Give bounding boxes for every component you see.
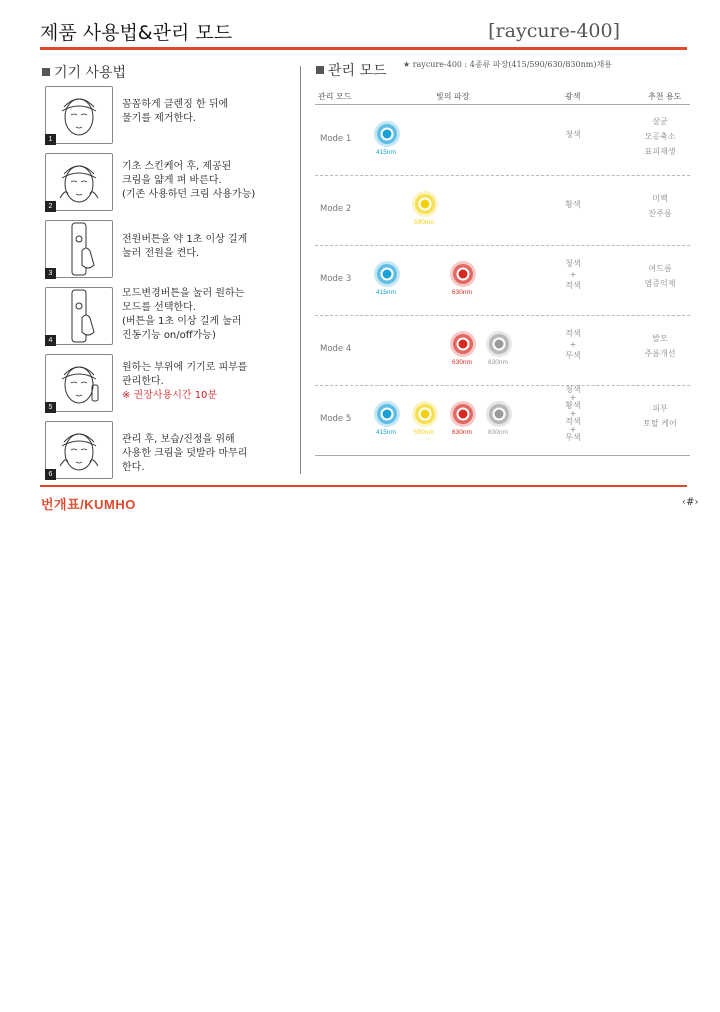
step-text-line: 진동기능 on/off가능)	[122, 330, 216, 341]
light-color-line: +	[569, 409, 577, 418]
light-color-line: 무색	[565, 350, 581, 360]
col-header-wavelength: 빛의 파장	[436, 92, 470, 101]
light-color-cell	[548, 328, 598, 361]
step-text-line: (버튼을 1초 이상 길게 눌러	[122, 316, 242, 327]
light-color-line: 무색	[565, 433, 581, 442]
recommended-use-cell	[630, 261, 690, 291]
light-dot-415nm	[373, 260, 401, 288]
row-separator	[315, 315, 690, 316]
step-text-line: 한다.	[122, 462, 145, 473]
wavelength-label: 590nm	[414, 429, 434, 436]
step-text-line: 전원버튼을 약 1초 이상 길게	[122, 234, 248, 245]
step-text-line: 기초 스킨케어 후, 제공된	[122, 161, 232, 172]
kumho-logo: 번개표/KUMHO	[41, 497, 136, 512]
mode-label: Mode 1	[320, 134, 352, 144]
recommended-use-line: 잔주름	[648, 209, 672, 218]
wavelength-note: ★ raycure-400 : 4종류 파장(415/590/630/830nm)채용	[403, 60, 612, 69]
light-color-cell	[548, 199, 598, 210]
step-number-badge: 5	[45, 402, 56, 413]
light-dot-590nm	[411, 400, 439, 428]
wavelength-label: 630nm	[452, 359, 472, 366]
bullet-square-icon	[42, 68, 50, 76]
step-number-badge: 2	[45, 201, 56, 212]
recommended-use-line: 주름개선	[644, 349, 676, 358]
step-text	[122, 233, 247, 261]
mode-label: Mode 2	[320, 204, 352, 214]
recommended-use-cell	[630, 191, 690, 221]
row-separator	[315, 245, 690, 246]
light-dot-830nm	[485, 400, 513, 428]
light-color-line: +	[569, 425, 577, 434]
step-number-badge: 3	[45, 268, 56, 279]
light-dot-830nm	[485, 330, 513, 358]
row-separator	[315, 175, 690, 176]
recommended-use-line: 미백	[652, 194, 668, 203]
step-text-line: 꼼꼼하게 클렌징 한 뒤에	[122, 99, 229, 110]
step-text-line: 크림을 얇게 펴 바른다.	[122, 175, 222, 186]
recommended-use-line: 발모	[652, 334, 668, 343]
recommended-use-line: 염증억제	[644, 279, 676, 288]
step-number-badge: 1	[45, 134, 56, 145]
step-text-line: 원하는 부위에 기기로 피부를	[122, 362, 248, 373]
step-text	[122, 433, 247, 475]
light-color-line: 황색	[565, 401, 581, 410]
recommended-use-line: 모공축소	[644, 131, 676, 141]
wavelength-label: 630nm	[452, 289, 472, 296]
step-text-line: 사용한 크림을 덧발라 마무리	[122, 448, 248, 459]
col-header-mode: 관리 모드	[318, 92, 352, 101]
light-color-line: 청색	[565, 258, 581, 268]
mode-label: Mode 5	[320, 414, 352, 424]
step-text-line: 모드변경버튼을 눌러 원하는	[122, 288, 245, 299]
page-number: ‹#›	[682, 497, 699, 508]
step-text	[122, 287, 244, 343]
table-header-rule	[315, 104, 690, 105]
col-header-color: 광색	[565, 92, 581, 101]
light-dot-590nm	[411, 190, 439, 218]
light-color-line: 황색	[565, 199, 581, 209]
step-text	[122, 361, 247, 403]
model-name: [raycure-400]	[488, 20, 620, 42]
column-divider	[300, 66, 301, 474]
light-color-line: 청색	[565, 129, 581, 139]
wavelength-label: 630nm	[452, 429, 472, 436]
wavelength-label: 415nm	[376, 429, 396, 436]
col-header-use: 추천 용도	[648, 92, 682, 101]
light-dot-415nm	[373, 120, 401, 148]
step-text-line: 관리 후, 보습/진정을 위해	[122, 434, 235, 445]
modes-heading	[316, 60, 387, 80]
step-text-line: 모드를 선택한다.	[122, 302, 196, 313]
light-color-line: +	[569, 339, 577, 349]
step-text-line: 물기를 제거한다.	[122, 113, 196, 124]
row-separator	[315, 385, 690, 386]
light-color-cell	[548, 258, 598, 291]
recommended-use-line: 표피재생	[644, 146, 676, 156]
light-color-line: +	[569, 269, 577, 279]
light-dot-630nm	[449, 330, 477, 358]
light-dot-630nm	[449, 260, 477, 288]
recommended-use-cell	[630, 401, 690, 431]
header-rule	[40, 47, 687, 50]
light-color-line: 적색	[565, 328, 581, 338]
wavelength-label: 830nm	[488, 359, 508, 366]
wavelength-label: 415nm	[376, 289, 396, 296]
light-color-line: 청색	[565, 385, 581, 394]
step-warning: ※ 권장사용시간 10분	[122, 390, 218, 401]
usage-heading	[42, 62, 126, 82]
step-text	[122, 160, 255, 202]
recommended-use-cell	[630, 114, 690, 159]
light-dot-415nm	[373, 400, 401, 428]
recommended-use-line: 피부	[652, 404, 668, 413]
recommended-use-cell	[630, 331, 690, 361]
light-dot-630nm	[449, 400, 477, 428]
step-number-badge: 4	[45, 335, 56, 346]
mode-label: Mode 3	[320, 274, 352, 284]
step-number-badge: 6	[45, 469, 56, 480]
recommended-use-line: 여드름	[648, 264, 672, 273]
wavelength-label: 590nm	[414, 219, 434, 226]
step-text	[122, 98, 228, 126]
recommended-use-line: 토탈 케어	[643, 419, 677, 428]
step-text-line: (기존 사용하던 크림 사용가능)	[122, 189, 256, 200]
modes-heading-text: 관리 모드	[328, 63, 387, 79]
bullet-square-icon	[316, 66, 324, 74]
recommended-use-line: 살균	[652, 116, 668, 126]
mode-label: Mode 4	[320, 344, 352, 354]
step-text-line: 눌러 전원을 켠다.	[122, 248, 200, 259]
footer-rule	[40, 485, 687, 487]
step-text-line: 관리한다.	[122, 376, 164, 387]
light-color-cell	[548, 386, 598, 442]
wavelength-label: 830nm	[488, 429, 508, 436]
light-color-line: 적색	[565, 417, 581, 426]
light-color-cell	[548, 129, 598, 140]
usage-heading-text: 기기 사용법	[54, 65, 127, 81]
light-color-line: +	[569, 393, 577, 402]
wavelength-label: 415nm	[376, 149, 396, 156]
light-color-line: 적색	[565, 280, 581, 290]
row-separator	[315, 455, 690, 456]
page-title: 제품 사용법&관리 모드	[40, 22, 233, 44]
